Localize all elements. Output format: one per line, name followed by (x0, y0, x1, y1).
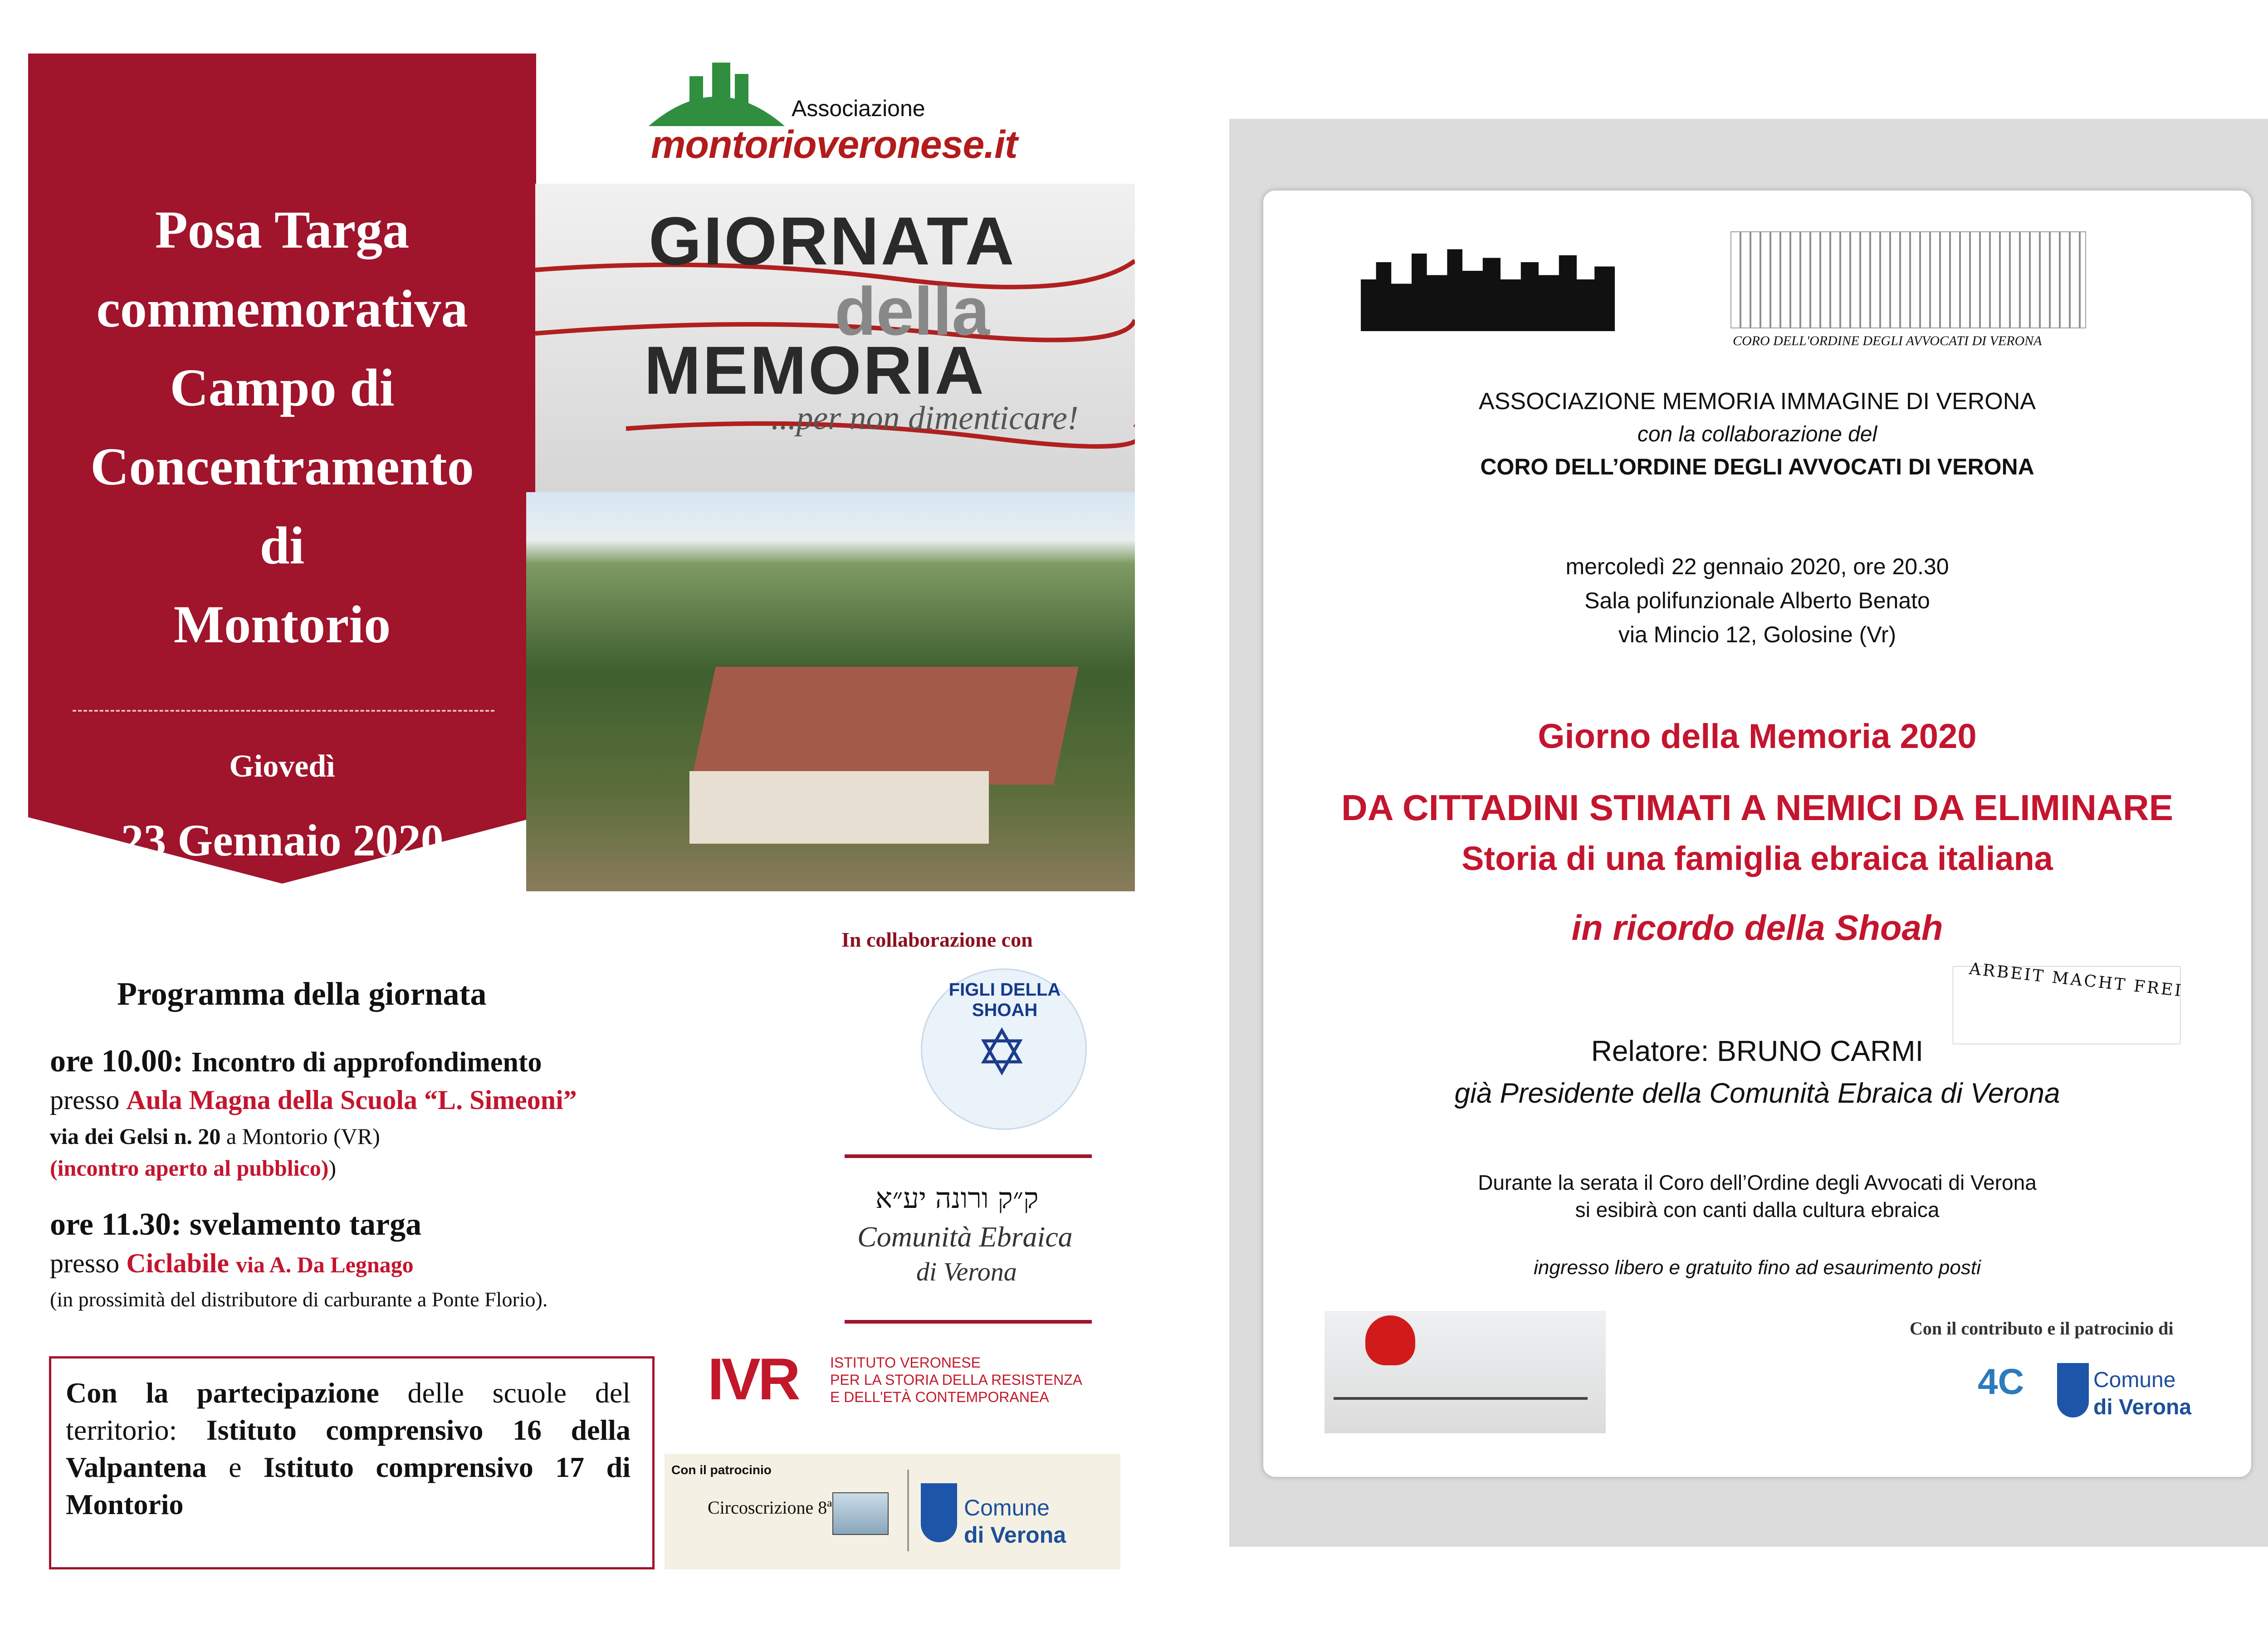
arbeit-gate-text: ARBEIT MACHT FREI (1968, 959, 2184, 1001)
org-line2: con la collaborazione del (1637, 422, 1877, 446)
comune-label: Comune (964, 1495, 1050, 1520)
program-item1-place: Aula Magna della Scuola “L. Simeoni” (126, 1085, 577, 1115)
event-venue: Sala polifunzionale Alberto Benato (1584, 588, 1930, 613)
choir-note-line2: si esibirà con canti dalla cultura ebraica (1575, 1198, 1940, 1222)
collab-heading: In collaborazione con (841, 928, 1033, 951)
program-item1-note-close: ) (328, 1155, 337, 1181)
comune-city-label: di Verona (2093, 1395, 2192, 1419)
program-item1-presso: presso (50, 1085, 120, 1115)
program-item1-note-line (50, 1152, 336, 1184)
comune-city-label: di Verona (964, 1522, 1066, 1548)
program-item2-title: svelamento targa (189, 1207, 422, 1242)
entry-note: ingresso libero e gratuito fino ad esaurimento posti (1534, 1256, 1981, 1279)
org-line1: ASSOCIAZIONE MEMORIA IMMAGINE DI VERONA (1479, 388, 2036, 415)
program-item2-place-line (50, 1247, 414, 1280)
program-item2-presso: presso (50, 1248, 120, 1278)
verona-shield-icon (2057, 1363, 2089, 1417)
giornata-line1: GIORNATA (649, 203, 1016, 279)
castle-hill-icon (649, 49, 785, 126)
program-item2-place: Ciclabile (126, 1248, 229, 1278)
banner-title-line: di (259, 516, 305, 575)
event-when: mercoledì 22 gennaio 2020, ore 20.30 (1565, 554, 1949, 579)
participation-text (66, 1374, 631, 1523)
figli-shoah-label: FIGLI DELLA SHOAH (948, 980, 1061, 1020)
ivr-name (830, 1354, 1082, 1406)
speaker-role: già Presidente della Comunità Ebraica di Verona (1454, 1078, 2060, 1109)
event-headline: DA CITTADINI STIMATI A NEMICI DA ELIMINARE (1341, 787, 2173, 828)
ivr-name-line: ISTITUTO VERONESE (830, 1354, 981, 1371)
collab-divider-bottom (845, 1320, 1092, 1324)
star-of-david-icon: ✡ (975, 1018, 1029, 1089)
banner-title-line: Montorio (173, 595, 391, 654)
banner-title-line: commemorativa (96, 279, 468, 338)
participation-rest: delle scuole del territorio: (66, 1377, 631, 1446)
choir-drawing (1730, 231, 2086, 328)
patronage-label: Con il patrocinio (671, 1463, 772, 1477)
ivr-logo: IVR (708, 1346, 798, 1412)
giornata-line4: ...per non dimenticare! (771, 400, 1079, 437)
participation-school2: Istituto comprensivo 17 di Montorio (66, 1451, 631, 1520)
circoscrizione-label: Circoscrizione 8ª (708, 1497, 832, 1518)
comune-label: Comune (2093, 1368, 2176, 1392)
participation-lead: Con la partecipazione (66, 1377, 379, 1409)
banner-date: 23 Gennaio 2020 (121, 815, 444, 865)
logo-site-label: montorioveronese.it (651, 123, 1017, 166)
participation-and: e (206, 1451, 264, 1483)
right-poster-card (1263, 191, 2251, 1477)
program-item1-header (50, 1046, 542, 1078)
barbed-wire-line (1334, 1397, 1588, 1400)
choir-note-line1: Durante la serata il Coro dell’Ordine degli Avvocati di Verona (1478, 1171, 2037, 1194)
patronage-divider (907, 1470, 909, 1551)
banner-day: Giovedì (229, 749, 335, 784)
program-item1-note: (incontro aperto al pubblico) (50, 1155, 329, 1181)
ivr-name-line: PER LA STORIA DELLA RESISTENZA (830, 1372, 1083, 1388)
circoscrizione-image (832, 1492, 889, 1535)
verona-shield-icon (921, 1483, 957, 1542)
program-item2-header (50, 1209, 421, 1241)
program-item2-note: (in prossimità del distributore di carburante a Ponte Florio). (50, 1288, 548, 1311)
program-item2-time: ore 11.30: (50, 1207, 182, 1242)
collab-divider-top (845, 1154, 1092, 1158)
speaker: Relatore: BRUNO CARMI (1591, 1035, 1924, 1067)
choir-caption: CORO DELL'ORDINE DEGLI AVVOCATI DI VERONA (1733, 333, 2042, 348)
comunita-verona-label: di Verona (916, 1257, 1017, 1286)
program-item2-street: via A. Da Legnago (235, 1252, 414, 1277)
program-item1-street: via dei Gelsi n. 20 (50, 1124, 221, 1149)
rose-barbed-wire-image (1325, 1311, 1606, 1433)
program-item1-place-line (50, 1084, 577, 1116)
program-heading: Programma della giornata (117, 976, 487, 1012)
circoscrizione-4-logo: 4C (1978, 1361, 2024, 1402)
contribution-label: Con il contributo e il patrocinio di (1910, 1318, 2174, 1339)
program-item1-address (50, 1120, 380, 1152)
hebrew-community-label: ק״ק ורונה יע״א (875, 1182, 1039, 1215)
ivr-name-line: E DELL'ETÀ CONTEMPORANEA (830, 1389, 1049, 1405)
ruin-roof-shape (690, 667, 1078, 785)
program-item1-city: a Montorio (VR) (220, 1124, 380, 1149)
ruin-wall-shape (689, 771, 989, 844)
org-line3: CORO DELL’ORDINE DEGLI AVVOCATI DI VERONA (1480, 454, 2034, 479)
participation-school1: Istituto comprensivo 16 della Valpantena (66, 1414, 631, 1483)
event-ricordo: in ricordo della Shoah (1571, 908, 1943, 948)
giornata-line3: MEMORIA (644, 332, 986, 408)
banner-title-line: Posa Targa (155, 200, 410, 259)
comunita-ebraica-label: Comunità Ebraica (857, 1221, 1073, 1253)
event-address: via Mincio 12, Golosine (Vr) (1618, 622, 1897, 647)
giornata-line2: della (835, 273, 990, 349)
banner-title-line: Concentramento (90, 437, 474, 496)
program-item1-time: ore 10.00: (50, 1044, 184, 1079)
banner-title-line: Campo di (170, 358, 395, 417)
program-item1-title: Incontro di approfondimento (191, 1047, 542, 1078)
banner-title (28, 191, 536, 664)
logo-association-label: Associazione (792, 96, 925, 121)
event-title: Giorno della Memoria 2020 (1538, 717, 1977, 756)
event-subtitle: Storia di una famiglia ebraica italiana (1461, 840, 2053, 877)
rose-icon (1365, 1315, 1415, 1365)
banner-divider (73, 710, 494, 712)
